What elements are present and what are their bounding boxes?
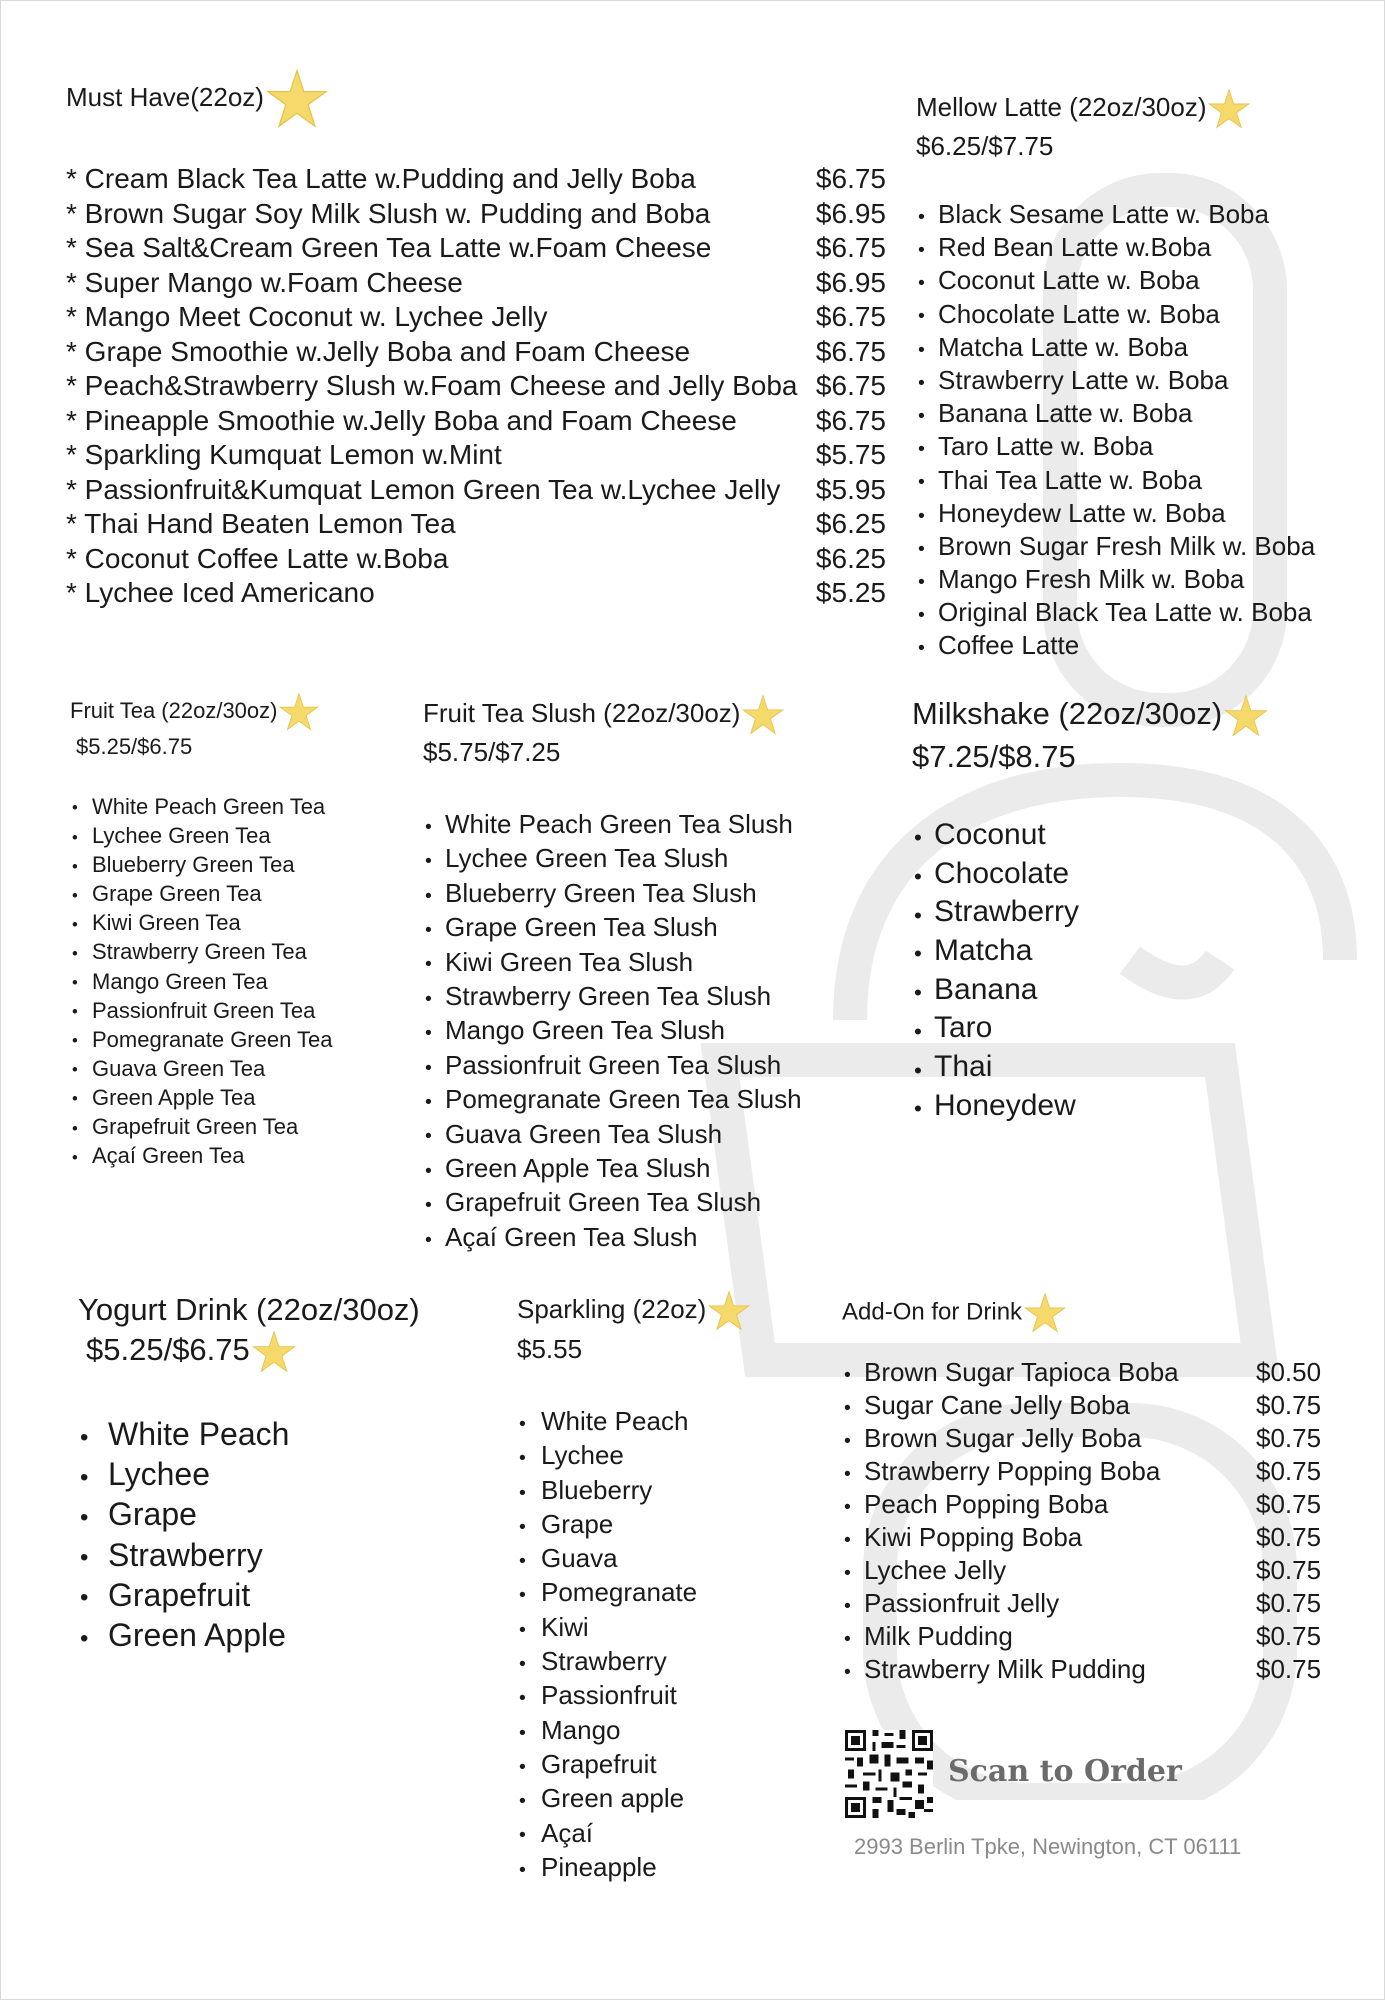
- add-on-item: [842, 1488, 1332, 1521]
- sparkling-item: • Pineapple: [517, 1850, 797, 1884]
- star-icon: [266, 68, 328, 130]
- item-price: $0.75: [1256, 1654, 1322, 1684]
- yogurt-drink-item: • Grape: [78, 1494, 498, 1534]
- must-have-item: [66, 162, 886, 197]
- mellow-latte-item: • Brown Sugar Fresh Milk w. Boba: [916, 530, 1336, 563]
- fruit-tea-slush-item: • Passionfruit Green Tea Slush: [423, 1048, 853, 1082]
- store-address: 2993 Berlin Tpke, Newington, CT 06111: [854, 1834, 1242, 1859]
- add-on-item: [842, 1356, 1332, 1389]
- item-price: $0.75: [1256, 1621, 1322, 1651]
- item-price: $0.75: [1256, 1390, 1322, 1420]
- mellow-latte-item: • Thai Tea Latte w. Boba: [916, 464, 1336, 497]
- fruit-tea-item: • Açaí Green Tea: [70, 1141, 390, 1170]
- yogurt-drink-item: • Grapefruit: [78, 1575, 498, 1615]
- fruit-tea-slush-item: • Grapefruit Green Tea Slush: [423, 1185, 853, 1219]
- item-price: $0.50: [1256, 1357, 1322, 1387]
- item-name: * Sea Salt&Cream Green Tea Latte w.Foam Cheese: [66, 232, 712, 263]
- mellow-latte-list: [916, 198, 1336, 663]
- fruit-tea-item: • Blueberry Green Tea: [70, 850, 390, 879]
- yogurt-drink-section: [78, 1290, 498, 1655]
- scan-to-order-label: Scan to Order: [948, 1754, 1182, 1789]
- sparkling-item: • Blueberry: [517, 1473, 797, 1507]
- item-price: $0.75: [1256, 1489, 1322, 1519]
- item-name: * Grape Smoothie w.Jelly Boba and Foam Cheese: [66, 335, 691, 367]
- yogurt-drink-item: • Strawberry: [78, 1535, 498, 1575]
- fruit-tea-slush-item: • Lychee Green Tea Slush: [423, 841, 853, 875]
- add-on-item: [842, 1422, 1332, 1455]
- item-price: $0.75: [1256, 1423, 1322, 1453]
- sparkling-item: • Lychee: [517, 1438, 797, 1472]
- fruit-tea-item: • Guava Green Tea: [70, 1054, 390, 1083]
- sparkling-item: • Passionfruit: [517, 1678, 797, 1712]
- item-name: • Brown Sugar Tapioca Boba: [842, 1356, 1179, 1389]
- add-on-item: [842, 1389, 1332, 1422]
- item-name: • Brown Sugar Jelly Boba: [842, 1422, 1141, 1455]
- sparkling-price: $5.55: [517, 1334, 583, 1364]
- fruit-tea-item: • Passionfruit Green Tea: [70, 996, 390, 1025]
- mellow-latte-item: • Honeydew Latte w. Boba: [916, 497, 1336, 530]
- must-have-list: [66, 162, 886, 611]
- item-name: * Cream Black Tea Latte w.Pudding and Jelly Boba: [66, 163, 696, 194]
- item-price: $6.95: [815, 197, 886, 229]
- sparkling-item: • Green apple: [517, 1781, 797, 1815]
- must-have-item: [66, 335, 886, 370]
- add-on-title: Add-On for Drink: [842, 1292, 1332, 1334]
- item-price: $6.95: [815, 266, 886, 298]
- fruit-tea-slush-title: Fruit Tea Slush (22oz/30oz): [423, 694, 853, 736]
- must-have-item: [66, 197, 886, 232]
- star-icon: [1208, 88, 1250, 130]
- sparkling-section: [517, 1290, 797, 1884]
- fruit-tea-item: • Grapefruit Green Tea: [70, 1112, 390, 1141]
- add-on-list: [842, 1356, 1332, 1686]
- fruit-tea-item: • Grape Green Tea: [70, 879, 390, 908]
- item-price: $6.75: [815, 335, 886, 367]
- mellow-latte-item: • Red Bean Latte w.Boba: [916, 231, 1336, 264]
- fruit-tea-slush-item: • Guava Green Tea Slush: [423, 1117, 853, 1151]
- fruit-tea-item: • Kiwi Green Tea: [70, 908, 390, 937]
- fruit-tea-item: • Strawberry Green Tea: [70, 937, 390, 966]
- fruit-tea-title: Fruit Tea (22oz/30oz): [70, 692, 390, 732]
- item-price: $0.75: [1256, 1456, 1322, 1486]
- item-price: $5.25: [815, 577, 886, 608]
- item-price: $0.75: [1256, 1555, 1322, 1585]
- item-name: * Lychee Iced Americano: [66, 577, 375, 608]
- must-have-item: [66, 542, 886, 577]
- fruit-tea-slush-item: • Pomegranate Green Tea Slush: [423, 1082, 853, 1116]
- milkshake-item: • Chocolate: [912, 855, 1332, 894]
- item-price: $6.75: [815, 163, 886, 194]
- must-have-item: [66, 473, 886, 508]
- mellow-latte-item: • Black Sesame Latte w. Boba: [916, 198, 1336, 231]
- yogurt-drink-price: $5.25/$6.75: [78, 1330, 498, 1374]
- fruit-tea-item: • White Peach Green Tea: [70, 792, 390, 821]
- sparkling-item: • Strawberry: [517, 1644, 797, 1678]
- must-have-section: [66, 68, 886, 611]
- item-price: $6.25: [815, 542, 886, 574]
- mellow-latte-item: • Matcha Latte w. Boba: [916, 331, 1336, 364]
- item-price: $6.75: [815, 301, 886, 332]
- fruit-tea-item: • Lychee Green Tea: [70, 821, 390, 850]
- fruit-tea-price: $5.25/$6.75: [76, 734, 193, 759]
- mellow-latte-item: • Taro Latte w. Boba: [916, 430, 1336, 463]
- fruit-tea-item: • Pomegranate Green Tea: [70, 1025, 390, 1054]
- star-icon: [742, 694, 784, 736]
- sparkling-item: • Açaí: [517, 1816, 797, 1850]
- mellow-latte-item: • Strawberry Latte w. Boba: [916, 364, 1336, 397]
- star-icon: [252, 1330, 296, 1374]
- mellow-latte-item: • Chocolate Latte w. Boba: [916, 298, 1336, 331]
- sparkling-item: • Mango: [517, 1713, 797, 1747]
- item-name: * Super Mango w.Foam Cheese: [66, 266, 463, 298]
- must-have-item: [66, 404, 886, 439]
- item-name: * Thai Hand Beaten Lemon Tea: [66, 508, 456, 539]
- item-name: * Peach&Strawberry Slush w.Foam Cheese and Jelly Boba: [66, 370, 798, 401]
- add-on-item: [842, 1587, 1332, 1620]
- fruit-tea-slush-item: • Blueberry Green Tea Slush: [423, 876, 853, 910]
- fruit-tea-section: [70, 692, 390, 1170]
- must-have-item: [66, 231, 886, 266]
- mellow-latte-item: • Original Black Tea Latte w. Boba: [916, 596, 1336, 629]
- mellow-latte-item: • Mango Fresh Milk w. Boba: [916, 563, 1336, 596]
- mellow-latte-title: Mellow Latte (22oz/30oz): [916, 88, 1336, 130]
- yogurt-drink-item: • Lychee: [78, 1454, 498, 1494]
- item-name: • Passionfruit Jelly: [842, 1587, 1059, 1620]
- milkshake-item: • Honeydew: [912, 1087, 1332, 1126]
- star-icon: [279, 692, 319, 732]
- milkshake-item: • Thai: [912, 1048, 1332, 1087]
- item-price: $5.95: [815, 473, 886, 505]
- yogurt-drink-item: • Green Apple: [78, 1615, 498, 1655]
- milkshake-price: $7.25/$8.75: [912, 739, 1076, 774]
- fruit-tea-list: [70, 792, 390, 1170]
- item-price: $5.75: [815, 439, 886, 470]
- must-have-item: [66, 438, 886, 473]
- mellow-latte-item: • Coffee Latte: [916, 629, 1336, 662]
- add-on-item: [842, 1521, 1332, 1554]
- mellow-latte-item: • Banana Latte w. Boba: [916, 397, 1336, 430]
- item-name: • Strawberry Milk Pudding: [842, 1653, 1146, 1686]
- item-name: • Lychee Jelly: [842, 1554, 1006, 1587]
- add-on-item: [842, 1620, 1332, 1653]
- add-on-item: [842, 1554, 1332, 1587]
- fruit-tea-slush-item: • Mango Green Tea Slush: [423, 1013, 853, 1047]
- sparkling-item: • Pomegranate: [517, 1575, 797, 1609]
- milkshake-title: Milkshake (22oz/30oz): [912, 694, 1332, 738]
- item-name: * Pineapple Smoothie w.Jelly Boba and Foam Cheese: [66, 404, 737, 436]
- fruit-tea-slush-price: $5.75/$7.25: [423, 737, 561, 767]
- fruit-tea-slush-item: • Grape Green Tea Slush: [423, 910, 853, 944]
- sparkling-item: • Grape: [517, 1507, 797, 1541]
- item-price: $6.75: [815, 404, 886, 436]
- mellow-latte-price: $6.25/$7.75: [916, 131, 1054, 161]
- item-name: * Brown Sugar Soy Milk Slush w. Pudding and Boba: [66, 197, 711, 229]
- star-icon: [1224, 694, 1268, 738]
- item-price: $6.75: [815, 232, 886, 263]
- add-on-item: [842, 1653, 1332, 1686]
- milkshake-list: [912, 816, 1332, 1126]
- sparkling-item: • Guava: [517, 1541, 797, 1575]
- yogurt-drink-list: [78, 1414, 498, 1655]
- sparkling-title: Sparkling (22oz): [517, 1290, 797, 1332]
- item-name: • Strawberry Popping Boba: [842, 1455, 1160, 1488]
- sparkling-item: • White Peach: [517, 1404, 797, 1438]
- fruit-tea-item: • Mango Green Tea: [70, 967, 390, 996]
- star-icon: [1024, 1292, 1066, 1334]
- must-have-item: [66, 576, 886, 611]
- fruit-tea-slush-item: • Green Apple Tea Slush: [423, 1151, 853, 1185]
- item-name: * Sparkling Kumquat Lemon w.Mint: [66, 439, 502, 470]
- fruit-tea-item: • Green Apple Tea: [70, 1083, 390, 1112]
- item-price: $0.75: [1256, 1588, 1322, 1618]
- item-price: $6.25: [815, 508, 886, 539]
- add-on-section: [842, 1292, 1332, 1686]
- item-name: • Kiwi Popping Boba: [842, 1521, 1082, 1554]
- mellow-latte-item: • Coconut Latte w. Boba: [916, 264, 1336, 297]
- fruit-tea-slush-section: [423, 694, 853, 1254]
- milkshake-item: • Taro: [912, 1009, 1332, 1048]
- must-have-item: [66, 507, 886, 542]
- item-name: • Milk Pudding: [842, 1620, 1013, 1653]
- item-name: * Mango Meet Coconut w. Lychee Jelly: [66, 301, 548, 332]
- item-price: $0.75: [1256, 1522, 1322, 1552]
- must-have-item: [66, 369, 886, 404]
- yogurt-drink-item: • White Peach: [78, 1414, 498, 1454]
- fruit-tea-slush-item: • Kiwi Green Tea Slush: [423, 945, 853, 979]
- sparkling-list: [517, 1404, 797, 1884]
- milkshake-item: • Banana: [912, 971, 1332, 1010]
- must-have-title: Must Have(22oz): [66, 68, 886, 130]
- must-have-item: [66, 266, 886, 301]
- item-name: • Peach Popping Boba: [842, 1488, 1108, 1521]
- fruit-tea-slush-item: • White Peach Green Tea Slush: [423, 807, 853, 841]
- item-name: * Passionfruit&Kumquat Lemon Green Tea w.Lychee Jelly: [66, 473, 781, 505]
- milkshake-item: • Coconut: [912, 816, 1332, 855]
- yogurt-drink-title: Yogurt Drink (22oz/30oz): [78, 1292, 420, 1327]
- item-name: • Sugar Cane Jelly Boba: [842, 1389, 1130, 1422]
- add-on-item: [842, 1455, 1332, 1488]
- milkshake-item: • Matcha: [912, 932, 1332, 971]
- must-have-item: [66, 300, 886, 335]
- milkshake-item: • Strawberry: [912, 893, 1332, 932]
- fruit-tea-slush-item: • Açaí Green Tea Slush: [423, 1220, 853, 1254]
- star-icon: [708, 1290, 750, 1332]
- mellow-latte-section: [916, 88, 1336, 663]
- sparkling-item: • Grapefruit: [517, 1747, 797, 1781]
- qr-code-icon[interactable]: [844, 1730, 934, 1818]
- fruit-tea-slush-item: • Strawberry Green Tea Slush: [423, 979, 853, 1013]
- sparkling-item: • Kiwi: [517, 1610, 797, 1644]
- milkshake-section: [912, 694, 1332, 1126]
- item-price: $6.75: [815, 370, 886, 401]
- fruit-tea-slush-list: [423, 807, 853, 1254]
- item-name: * Coconut Coffee Latte w.Boba: [66, 542, 449, 574]
